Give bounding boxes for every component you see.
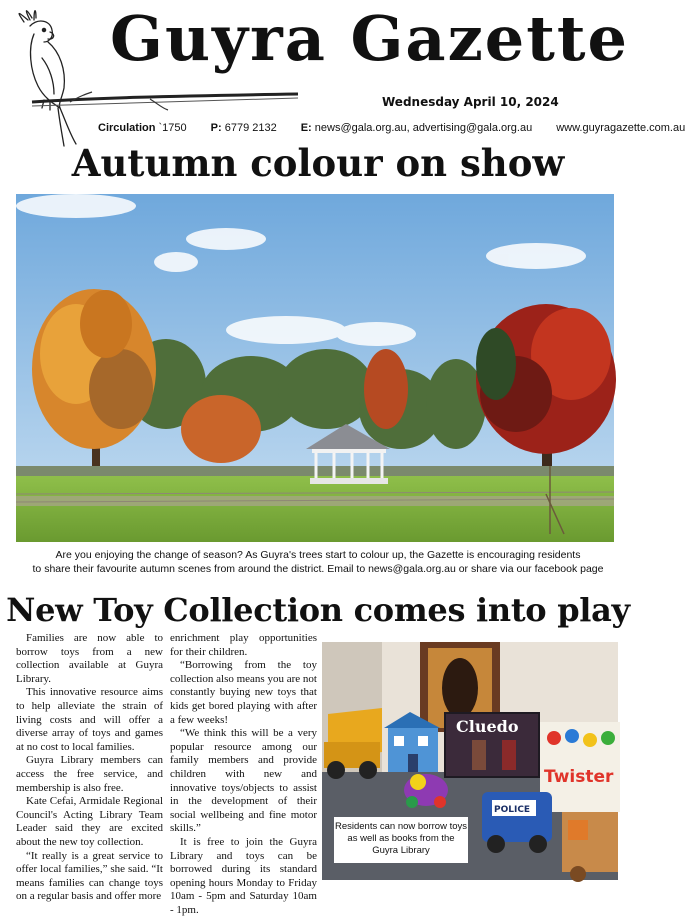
circulation: Circulation `1750 (98, 122, 187, 134)
autumn-park-photo (16, 194, 614, 542)
masthead-title: Guyra Gazette (110, 2, 629, 75)
cluedo-label: Cluedo (456, 717, 519, 736)
headline-autumn: Autumn colour on show (71, 141, 565, 185)
paragraph: “It really is a great service to offer local families,” she said. “It means families can change toys on a regular basis and offer more (16, 849, 163, 903)
paragraph: Kate Cefai, Armidale Regional Council's Acting Library Team Leader said they are excited about the new toy collection. (16, 795, 163, 848)
headline-toy-collection: New Toy Collection comes into play (6, 591, 630, 629)
paragraph: It is free to join the Guyra Library and toys can be borrowed during its standard opening hours Monday to Friday 10am - 5pm and Saturday 10am - 1pm. (170, 835, 317, 916)
branch-icon (30, 88, 300, 116)
toy-photo-caption: Residents can now borrow toys as well as books from the Guyra Library (334, 817, 468, 863)
masthead (0, 0, 685, 140)
police-label: POLICE (494, 805, 531, 815)
autumn-photo-caption: Are you enjoying the change of season? As Guyra's trees start to colour up, the Gazette is encouraging residents to share their favourite autumn scenes from around the district. Email to news@gala.org.au or share via our facebook page (32, 549, 604, 575)
phone: P: 6779 2132 (210, 122, 277, 134)
publication-date: Wednesday April 10, 2024 (382, 95, 559, 109)
website-link[interactable]: www.guyragazette.com.au (556, 122, 685, 134)
cockatoo-icon (14, 8, 94, 148)
twister-label: Twister (544, 767, 614, 787)
paragraph: “We think this will be a very popular resource among our family members and provide children with new and innovative toys/objects to assist in the development of their social wellbeing and fine motor skills.” (170, 727, 317, 835)
paragraph: Guyra Library members can access the free service, and membership is also free. (16, 754, 163, 794)
paragraph: This innovative resource aims to help alleviate the strain of living costs and will offer a diverse array of toys and games at no cost to local families. (16, 686, 163, 753)
paragraph: enrichment play opportunities for their children. (170, 632, 317, 658)
paragraph: “Borrowing from the toy collection also means you are not constantly buying new toys that kids get bored playing with after a few weeks! (170, 659, 317, 726)
paragraph: Families are now able to borrow toys from a new collection available at Guyra Library. (16, 632, 163, 685)
article-column-1 (16, 632, 163, 904)
article-column-2 (170, 632, 317, 917)
email[interactable]: E: news@gala.org.au, advertising@gala.org.au (300, 122, 533, 134)
contact-line (98, 122, 685, 134)
